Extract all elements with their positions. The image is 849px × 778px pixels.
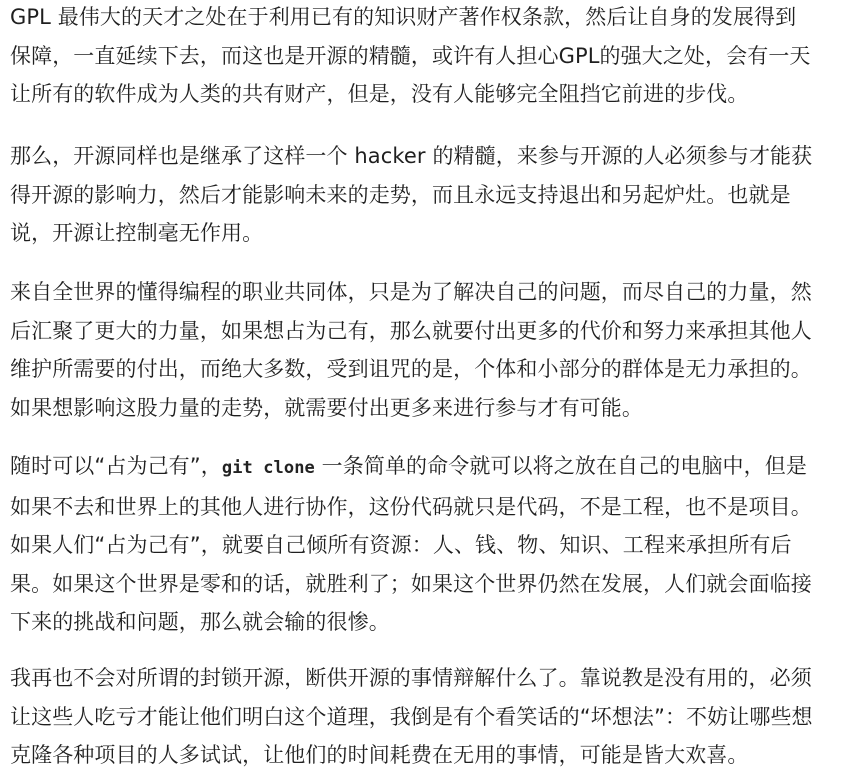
text-line: 让这些人吃亏才能让他们明白这个道理，我倒是有个看笑话的“坏想法”：不妨让哪些想 (10, 704, 813, 729)
text-line: 克隆各种项目的人多试试，让他们的时间耗费在无用的事情，可能是皆大欢喜。 (10, 743, 749, 767)
inline-code: git clone (221, 458, 315, 478)
text-line: 后汇聚了更大的力量，如果想占为己有，那么就要付出更多的代价和努力来承担其他人 (10, 318, 812, 343)
paragraph-gpl (10, 0, 811, 114)
text-line (10, 447, 812, 488)
text-line: 说，开源让控制毫无作用。 (10, 221, 264, 245)
text-segment: 随时可以“占为己有”， (10, 454, 222, 478)
paragraph-community (10, 273, 812, 427)
text-segment: 一条简单的命令就可以将之放在自己的电脑中，但是 (314, 454, 807, 478)
text-line: 那么，开源同样也是继承了这样一个 hacker 的精髓，来参与开源的人必须参与才能获 (10, 144, 813, 168)
text-line: 如果人们“占为己有”，就要自己倾所有资源：人、钱、物、知识、工程来承担所有后 (10, 533, 792, 557)
text-line: 果。如果这个世界是零和的话，就胜利了；如果这个世界仍然在发展，人们就会面临接 (10, 571, 812, 596)
text-line: 来自全世界的懂得编程的职业共同体，只是为了解决自己的问题，而尽自己的力量，然 (10, 280, 812, 304)
text-line: 得开源的影响力，然后才能影响未来的走势，而且永远支持退出和另起炉灶。也就是 (10, 182, 791, 207)
text-line: GPL 最伟大的天才之处在于利用已有的知识财产著作权条款，然后让自身的发展得到 (10, 5, 797, 29)
text-line: 维护所需要的付出，而绝大多数，受到诅咒的是，个体和小部分的群体是无力承担的。 (10, 357, 812, 381)
text-line: 下来的挑战和问题，那么就会输的很惨。 (10, 610, 390, 634)
text-line: 让所有的软件成为人类的共有财产，但是，没有人能够完全阻挡它前进的步伐。 (10, 82, 749, 106)
paragraph-git-clone (10, 447, 812, 642)
text-line: 我再也不会对所谓的封锁开源，断供开源的事情辩解什么了。靠说教是没有用的，必须 (10, 666, 812, 690)
paragraph-conclusion (10, 659, 813, 775)
text-line: 保障，一直延续下去，而这也是开源的精髓，或许有人担心GPL的强大之处，会有一天 (10, 43, 811, 68)
text-line: 如果不去和世界上的其他人进行协作，这份代码就只是代码，不是工程，也不是项目。 (10, 494, 812, 519)
text-line: 如果想影响这股力量的走势，就需要付出更多来进行参与才有可能。 (10, 395, 643, 420)
paragraph-hacker-spirit (10, 137, 812, 253)
